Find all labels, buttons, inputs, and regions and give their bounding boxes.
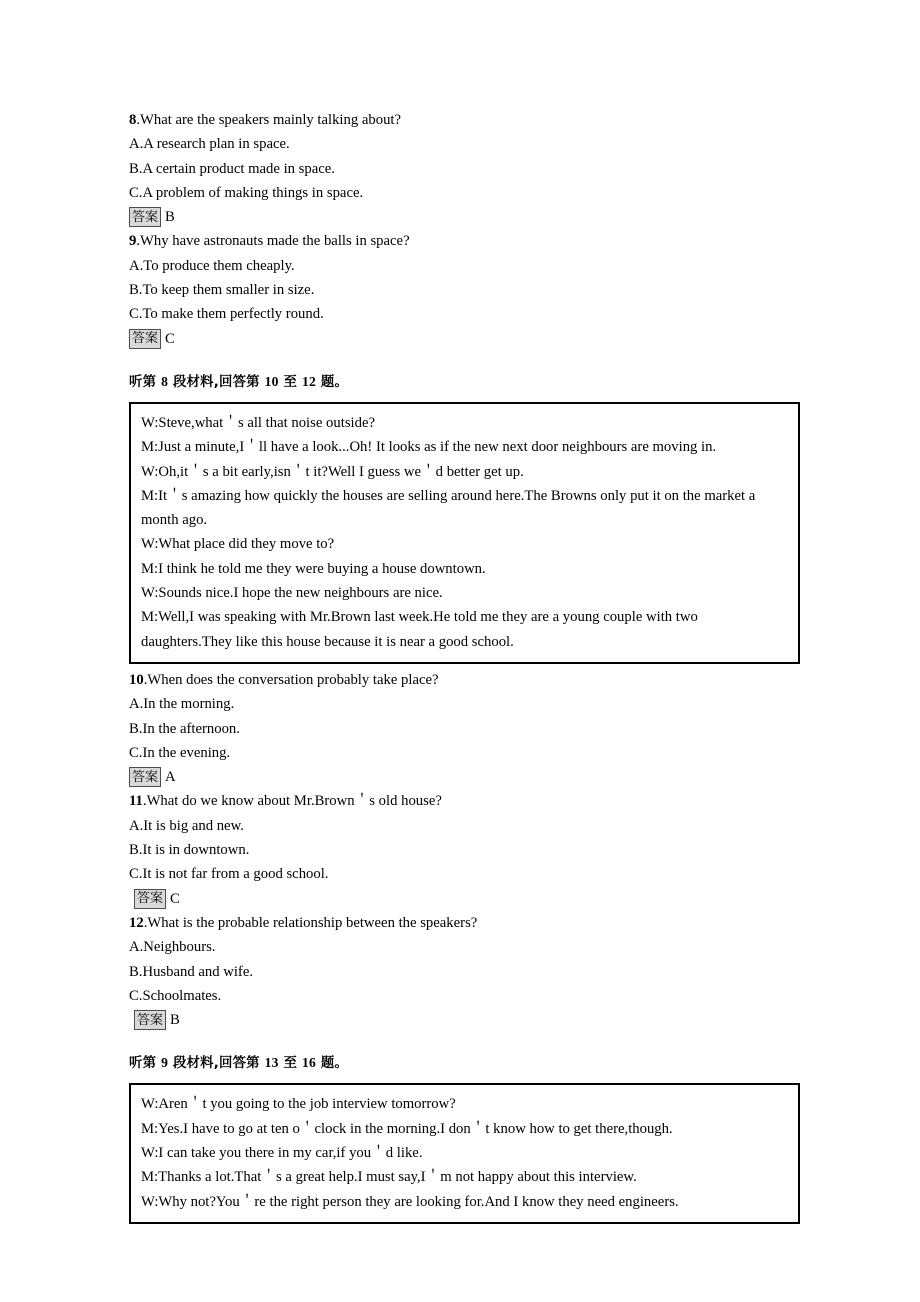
question-number-9: 9 bbox=[129, 233, 137, 250]
dialogue-line: W:Oh,it＇s a bit early,isn＇t it?Well I guess we＇d better get up. bbox=[141, 463, 524, 480]
option-11-c: C.It is not far from a good school. bbox=[129, 866, 329, 883]
option-8-b: B.A certain product made in space. bbox=[129, 160, 335, 177]
question-block-10 bbox=[129, 668, 800, 789]
dialogue-line: W:Steve,what＇s all that noise outside? bbox=[141, 414, 375, 431]
heading-9-from: 13 bbox=[264, 1055, 279, 1071]
heading-9-prefix: 听第 bbox=[129, 1056, 157, 1072]
dialogue-line: M:Well,I was speaking with Mr.Brown last week.He told me they are a young couple with two daughters.They like this house because it is near a good school. bbox=[141, 609, 698, 650]
question-punct-12: . bbox=[143, 914, 148, 931]
heading-8-middle: 段材料,回答第 bbox=[172, 374, 260, 390]
section-heading-8 bbox=[129, 370, 800, 395]
heading-8-suffix: 题。 bbox=[320, 374, 349, 390]
answer-row-9 bbox=[129, 327, 800, 351]
question-stem-8 bbox=[129, 108, 800, 132]
question-text-12: What is the probable relationship between the speakers? bbox=[147, 914, 478, 931]
answer-letter-12: B bbox=[170, 1012, 180, 1029]
option-8-a: A.A research plan in space. bbox=[129, 136, 290, 153]
dialogue-line: M:I think he told me they were buying a house downtown. bbox=[141, 560, 486, 577]
option-11-b: B.It is in downtown. bbox=[129, 842, 250, 859]
dialogue-line: W:Why not?You＇re the right person they are looking for.And I know they need engineers. bbox=[141, 1193, 679, 1210]
option-10-b: B.In the afternoon. bbox=[129, 720, 240, 737]
question-number-10: 10 bbox=[129, 671, 144, 688]
option-12-c: C.Schoolmates. bbox=[129, 987, 222, 1004]
option-12-a: A.Neighbours. bbox=[129, 939, 216, 956]
dialogue-line: M:It＇s amazing how quickly the houses are selling around here.The Browns only put it on the market a month ago. bbox=[141, 487, 756, 529]
question-number-11: 11 bbox=[129, 793, 143, 810]
question-block-12 bbox=[129, 911, 800, 1032]
question-text-11: What do we know about Mr.Brown＇s old house? bbox=[146, 793, 442, 810]
spacer-heading-box-2 bbox=[129, 1076, 800, 1083]
heading-8-to: 12 bbox=[302, 373, 316, 389]
question-stem-11 bbox=[129, 789, 800, 813]
option-8-c: C.A problem of making things in space. bbox=[129, 184, 364, 201]
answer-row-12 bbox=[129, 1008, 800, 1032]
answer-row-8 bbox=[129, 205, 800, 229]
dialogue-box-2 bbox=[129, 1083, 800, 1223]
question-stem-9 bbox=[129, 229, 800, 253]
answer-tag-9: 答案 bbox=[129, 329, 161, 349]
heading-9-middle: 段材料,回答第 bbox=[172, 1056, 260, 1072]
answer-letter-8: B bbox=[165, 209, 175, 226]
question-punct-11: . bbox=[142, 793, 147, 810]
heading-9-passage-number: 9 bbox=[161, 1055, 169, 1071]
dialogue-line: W:I can take you there in my car,if you＇d like. bbox=[141, 1144, 423, 1161]
option-9-c: C.To make them perfectly round. bbox=[129, 306, 324, 323]
dialogue-line: W:Aren＇t you going to the job interview tomorrow? bbox=[141, 1096, 456, 1113]
question-punct-10: . bbox=[143, 671, 148, 688]
answer-letter-9: C bbox=[165, 330, 175, 347]
option-11-a: A.It is big and new. bbox=[129, 817, 244, 834]
option-10-a: A.In the morning. bbox=[129, 696, 235, 713]
question-text-9: Why have astronauts made the balls in space? bbox=[140, 233, 410, 250]
option-9-a: A.To produce them cheaply. bbox=[129, 257, 295, 274]
heading-9-suffix: 题。 bbox=[320, 1056, 349, 1072]
spacer-before-heading-9 bbox=[129, 1032, 800, 1051]
heading-8-passage-number: 8 bbox=[161, 373, 169, 389]
question-text-8: What are the speakers mainly talking about? bbox=[140, 112, 402, 128]
heading-9-to: 16 bbox=[302, 1055, 316, 1071]
question-number-12: 12 bbox=[129, 914, 144, 931]
question-stem-12 bbox=[129, 911, 800, 935]
question-stem-10 bbox=[129, 668, 800, 692]
heading-8-connector: 至 bbox=[283, 374, 298, 390]
spacer-before-heading-8 bbox=[129, 351, 800, 370]
option-12-b: B.Husband and wife. bbox=[129, 963, 254, 980]
answer-row-10 bbox=[129, 765, 800, 789]
question-text-10: When does the conversation probably take place? bbox=[147, 671, 439, 688]
answer-letter-10: A bbox=[165, 769, 176, 786]
question-block-11 bbox=[129, 789, 800, 910]
answer-tag-8: 答案 bbox=[129, 207, 161, 227]
dialogue-box-1 bbox=[129, 402, 800, 664]
spacer-heading-box-1 bbox=[129, 395, 800, 402]
answer-tag-12: 答案 bbox=[134, 1010, 166, 1030]
heading-9-connector: 至 bbox=[283, 1056, 298, 1072]
dialogue-line: M:Yes.I have to go at ten o＇clock in the morning.I don＇t know how to get there,though. bbox=[141, 1120, 673, 1137]
answer-letter-11: C bbox=[170, 890, 180, 907]
question-punct-8: . bbox=[136, 112, 141, 128]
dialogue-line: M:Just a minute,I＇ll have a look...Oh! It looks as if the new next door neighbours are moving in. bbox=[141, 439, 717, 456]
question-block-9 bbox=[129, 229, 800, 350]
heading-8-from: 10 bbox=[264, 373, 279, 389]
option-9-b: B.To keep them smaller in size. bbox=[129, 282, 315, 299]
answer-tag-11: 答案 bbox=[134, 889, 166, 909]
question-number-8: 8 bbox=[129, 112, 137, 128]
question-block-8 bbox=[129, 108, 800, 229]
dialogue-line: M:Thanks a lot.That＇s a great help.I must say,I＇m not happy about this interview. bbox=[141, 1169, 637, 1186]
option-10-c: C.In the evening. bbox=[129, 744, 231, 761]
heading-8-prefix: 听第 bbox=[129, 374, 157, 390]
section-heading-9 bbox=[129, 1051, 800, 1076]
question-punct-9: . bbox=[136, 233, 141, 250]
answer-row-11 bbox=[129, 887, 800, 911]
dialogue-line: W:Sounds nice.I hope the new neighbours are nice. bbox=[141, 585, 443, 602]
dialogue-line: W:What place did they move to? bbox=[141, 536, 335, 553]
answer-tag-10: 答案 bbox=[129, 767, 161, 787]
